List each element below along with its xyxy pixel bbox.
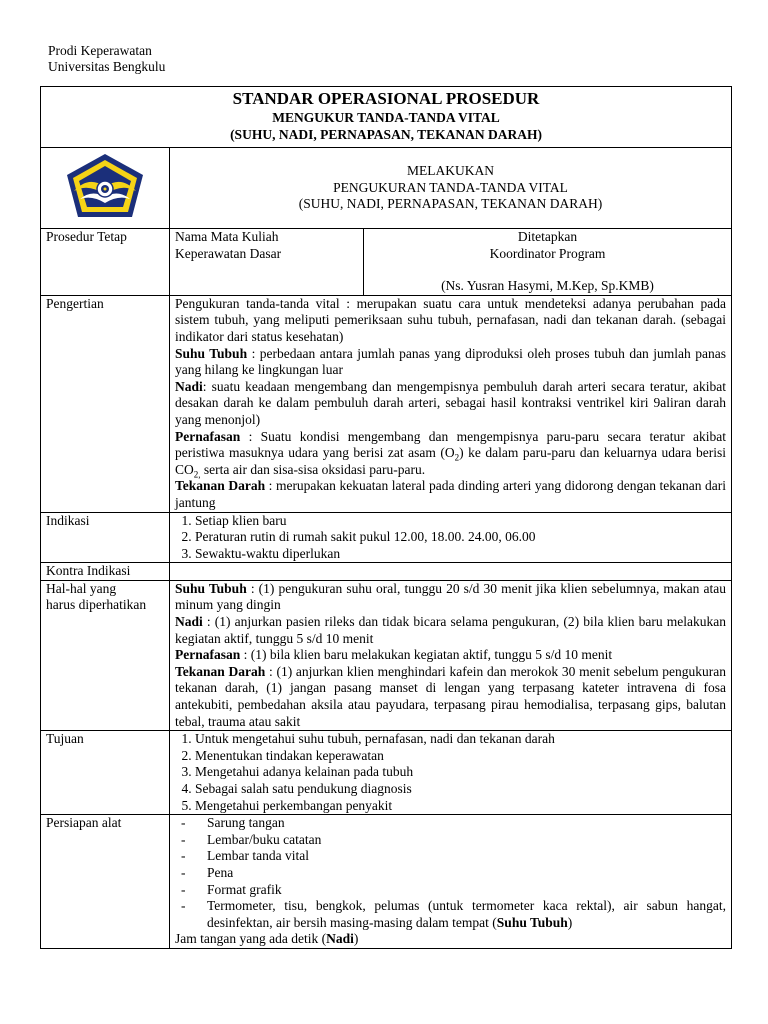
hal-pernafasan bbox=[175, 647, 726, 664]
list-item: 3. Mengetahui adanya kelainan pada tubuh bbox=[195, 764, 726, 781]
document-subtitle: MENGUKUR TANDA-TANDA VITAL bbox=[272, 110, 500, 125]
persiapan-alat-content bbox=[170, 815, 732, 949]
list-item: - Pena bbox=[181, 865, 726, 882]
tujuan-list bbox=[175, 731, 726, 814]
nadi-definition: : suatu keadaan mengembang dan mengempisnya pembuluh darah arteri secara teratur, akibat desakan darah ke dalam pembuluh darah arteri, sebagai hasil kontraksi ventrikel kiri 9aliran darah yang menonjol) bbox=[175, 378, 727, 427]
jam-tangan-close: ) bbox=[353, 931, 359, 947]
jam-tangan-text: Jam tangan yang ada detik ( bbox=[175, 931, 327, 947]
document-subtitle-detail: (SUHU, NADI, PERNAPASAN, TEKANAN DARAH) bbox=[230, 127, 542, 142]
jam-tangan-bold: Nadi bbox=[326, 931, 354, 947]
kontra-indikasi-content bbox=[170, 563, 732, 581]
hal-suhu bbox=[175, 581, 726, 614]
institution-header bbox=[48, 43, 165, 75]
list-item: - Lembar tanda vital bbox=[181, 848, 726, 865]
mata-kuliah-value: Keperawatan Dasar bbox=[175, 245, 282, 261]
hal-nadi bbox=[175, 614, 726, 647]
list-item: 2. Menentukan tindakan keperawatan bbox=[195, 748, 726, 765]
title-cell bbox=[41, 87, 732, 148]
indikasi-row bbox=[41, 512, 732, 563]
intro-line-2: PENGUKURAN TANDA-TANDA VITAL bbox=[333, 179, 568, 195]
hal-suhu-term: Suhu Tubuh bbox=[175, 580, 247, 596]
hal-hal-content bbox=[170, 580, 732, 730]
hal-hal-label-line-2: harus diperhatikan bbox=[46, 597, 147, 613]
hal-tekanan-darah-text: : (1) anjurkan klien menghindari kafein dan merokok 30 menit sebelum pengukuran tekanan darah, (1) jangan pasang manset di lengan yang terpasang kateter intravena di fosa antekubiti, pembedahan aksila atau payudara, terpasang pirau hemodialisa, terpasang gips, balutan tebal, trauma atau sakit bbox=[175, 663, 727, 729]
pengertian-label: Pengertian bbox=[41, 295, 170, 512]
title-row bbox=[41, 87, 732, 148]
penetapan-cell bbox=[364, 229, 732, 296]
list-item: 4. Sebagai salah satu pendukung diagnosis bbox=[195, 781, 726, 798]
kontra-indikasi-label: Kontra Indikasi bbox=[41, 563, 170, 581]
co2-subscript: 2, bbox=[193, 469, 201, 480]
pernafasan-term: Pernafasan bbox=[175, 428, 241, 444]
list-item: - Format grafik bbox=[181, 882, 726, 899]
pernafasan-definition-part-2: ) ke dalam paru-paru dan keluarnya udara berisi CO bbox=[175, 445, 727, 477]
list-item: 1. Untuk mengetahui suhu tubuh, pernafasan, nadi dan tekanan darah bbox=[195, 731, 726, 748]
hal-nadi-text: : (1) anjurkan pasien rileks dan tidak bicara selama pengukuran, (2) bila klien baru melakukan kegiatan aktif, tunggu 5 s/d 10 menit bbox=[175, 614, 727, 646]
pengertian-nadi bbox=[175, 379, 726, 429]
hal-pernafasan-term: Pernafasan bbox=[175, 647, 241, 663]
pengertian-tekanan-darah bbox=[175, 478, 726, 511]
intro-cell bbox=[170, 148, 732, 229]
pengertian-row bbox=[41, 295, 732, 512]
mata-kuliah-label: Nama Mata Kuliah bbox=[175, 229, 279, 244]
list-item: 1. Setiap klien baru bbox=[195, 513, 726, 530]
indikasi-content bbox=[170, 512, 732, 563]
persiapan-alat-row bbox=[41, 815, 732, 949]
hal-pernafasan-text: : (1) bila klien baru melakukan kegiatan aktif, tunggu 5 s/d 10 menit bbox=[240, 647, 613, 663]
hal-nadi-term: Nadi bbox=[175, 614, 203, 630]
ditetapkan-label: Ditetapkan bbox=[517, 229, 578, 244]
university-logo-icon bbox=[62, 151, 148, 221]
intro-row bbox=[41, 148, 732, 229]
oxygen-subscript: 2 bbox=[454, 452, 460, 463]
hal-tekanan-darah-term: Tekanan Darah bbox=[175, 663, 266, 679]
hal-hal-label bbox=[41, 580, 170, 730]
suhu-definition: : perbedaan antara jumlah panas yang diproduksi oleh proses tubuh dan jumlah panas yang hilang ke lingkungan luar bbox=[175, 345, 727, 378]
logo-cell bbox=[41, 148, 170, 229]
termometer-item-text: Termometer, tisu, bengkok, pelumas (untuk termometer kaca rektal), air sabun hangat, desinfektan, air bersih masing-masing dalam tempat ( bbox=[207, 898, 727, 930]
mata-kuliah-cell bbox=[170, 229, 364, 296]
kontra-indikasi-row bbox=[41, 563, 732, 581]
hal-hal-label-line-1: Hal-hal yang bbox=[46, 580, 117, 596]
pengertian-suhu bbox=[175, 346, 726, 379]
list-item bbox=[181, 898, 726, 931]
list-item: 3. Sewaktu-waktu diperlukan bbox=[195, 546, 726, 563]
pernafasan-definition-part-3: serta air dan sisa-sisa oksidasi paru-paru. bbox=[200, 461, 426, 477]
persiapan-alat-list bbox=[175, 815, 726, 931]
tujuan-content bbox=[170, 731, 732, 815]
list-item: - Lembar/buku catatan bbox=[181, 832, 726, 849]
indikasi-label: Indikasi bbox=[41, 512, 170, 563]
prodi-name: Prodi Keperawatan bbox=[48, 43, 152, 58]
suhu-term: Suhu Tubuh bbox=[175, 345, 248, 361]
tekanan-darah-term: Tekanan Darah bbox=[175, 478, 266, 494]
hal-tekanan-darah bbox=[175, 664, 726, 730]
tujuan-label: Tujuan bbox=[41, 731, 170, 815]
indikasi-list bbox=[175, 513, 726, 563]
hal-suhu-text: : (1) pengukuran suhu oral, tunggu 20 s/d 30 menit jika klien sebelumnya, makan atau minum yang dingin bbox=[175, 580, 727, 613]
prosedur-label: Prosedur Tetap bbox=[41, 229, 170, 296]
tekanan-darah-definition: : merupakan kekuatan lateral pada dinding arteri yang didorong dengan tekanan dari jantung bbox=[175, 478, 727, 510]
document-title: STANDAR OPERASIONAL PROSEDUR bbox=[232, 89, 540, 108]
nadi-term: Nadi bbox=[175, 378, 203, 394]
jam-tangan-line bbox=[175, 931, 726, 948]
university-name: Universitas Bengkulu bbox=[48, 59, 166, 74]
pengertian-definition: Pengukuran tanda-tanda vital : merupakan suatu cara untuk mendeteksi adanya perubahan pada sistem tubuh, yang meliputi pemeriksaan suhu tubuh, pernafasan, nadi dan tekanan darah. (sebagai indikator dari status kesehatan) bbox=[175, 295, 727, 344]
persiapan-alat-label: Persiapan alat bbox=[41, 815, 170, 949]
hal-hal-row bbox=[41, 580, 732, 730]
list-item: 2. Peraturan rutin di rumah sakit pukul 12.00, 18.00. 24.00, 06.00 bbox=[195, 529, 726, 546]
list-item: 5. Mengetahui perkembangan penyakit bbox=[195, 798, 726, 815]
pengertian-content bbox=[170, 295, 732, 512]
intro-line-1: MELAKUKAN bbox=[407, 163, 494, 179]
sop-table bbox=[40, 86, 732, 949]
koordinator-name: (Ns. Yusran Hasymi, M.Kep, Sp.KMB) bbox=[441, 278, 654, 294]
list-item: - Sarung tangan bbox=[181, 815, 726, 832]
termometer-item-bold: Suhu Tubuh bbox=[496, 914, 568, 930]
pengertian-pernafasan bbox=[175, 429, 726, 479]
prosedur-row bbox=[41, 229, 732, 296]
pernafasan-definition-part-1: : Suatu kondisi mengembang dan mengempisnya paru-paru secara teratur akibat peristiwa masuknya udara yang berisi zat asam (O bbox=[175, 428, 727, 461]
termometer-item-close: ) bbox=[567, 914, 573, 930]
intro-line-3: (SUHU, NADI, PERNAPASAN, TEKANAN DARAH) bbox=[298, 196, 603, 212]
tujuan-row bbox=[41, 731, 732, 815]
koordinator-label: Koordinator Program bbox=[489, 245, 606, 261]
